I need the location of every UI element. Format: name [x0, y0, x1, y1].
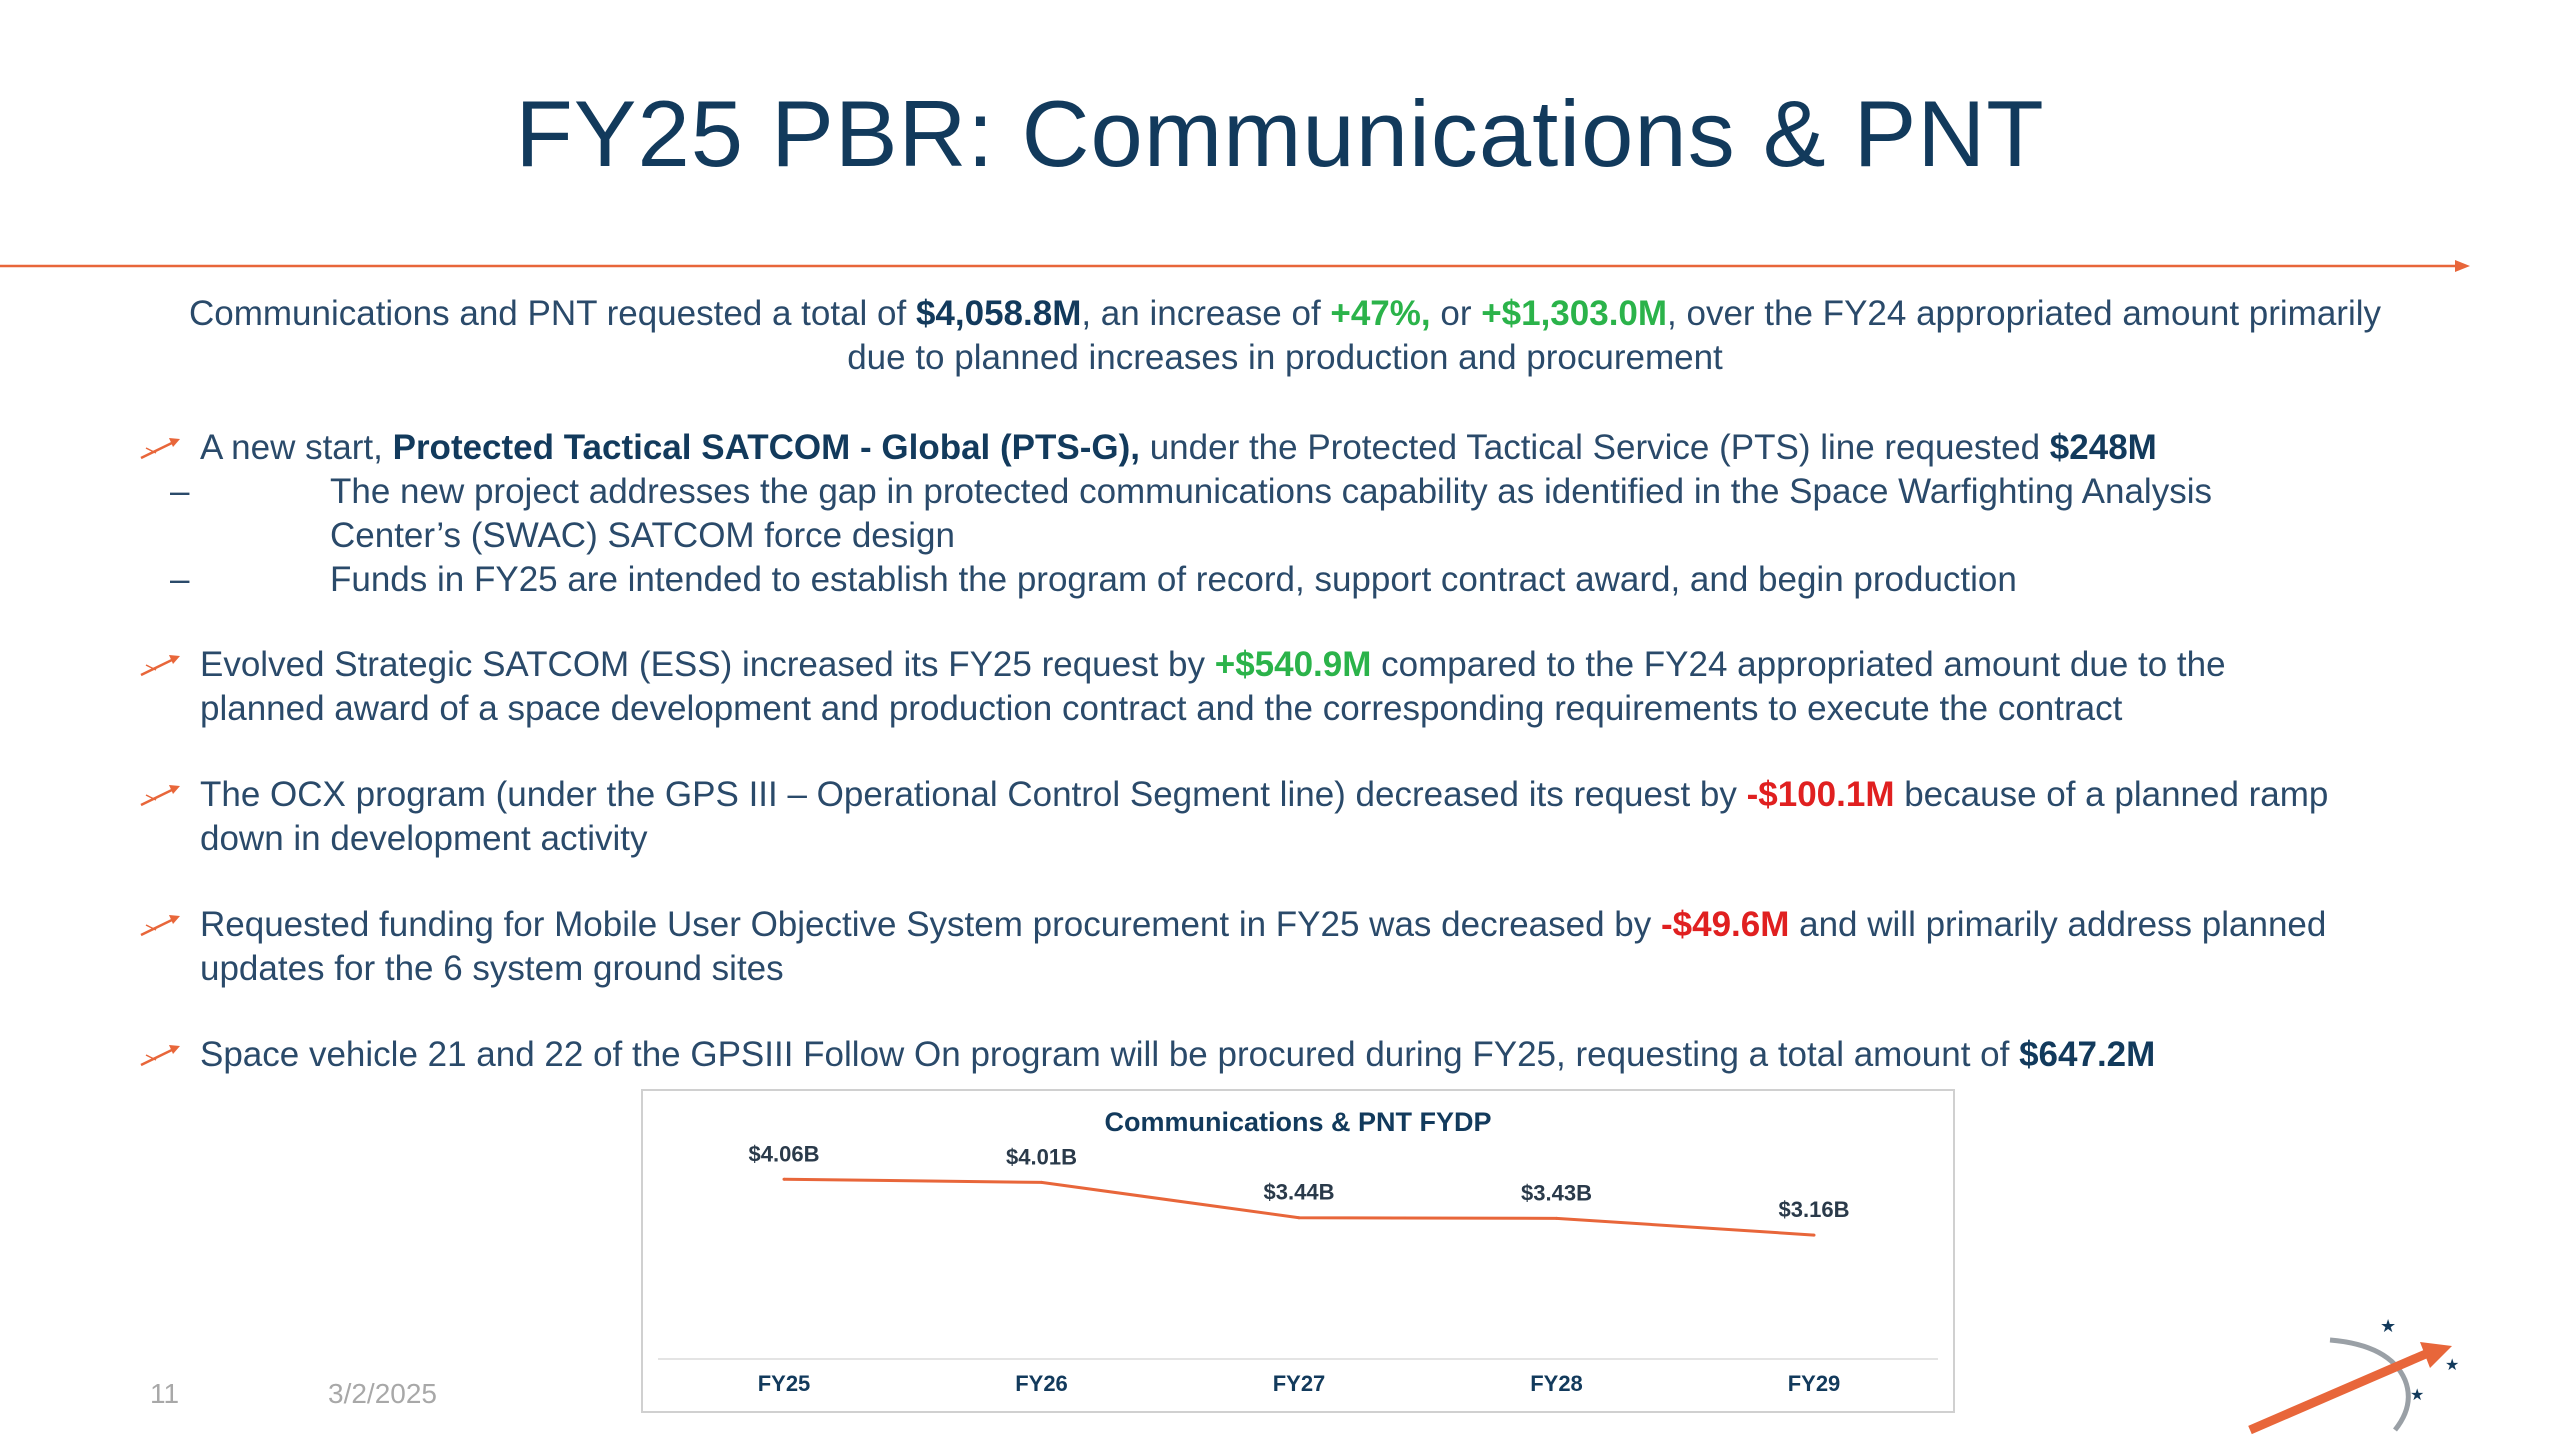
intro-paragraph: Communications and PNT requested a total of $4,058.8M, an increase of +47%, or +$1,303.0M, over the FY24 appropriated amount primarily due to planned increases in production and procurement [188, 294, 2382, 377]
arrow-bullet-icon [138, 783, 182, 809]
fydp-chart [641, 1089, 1955, 1413]
svg-text:★: ★ [2445, 1355, 2460, 1374]
sub-bullet-dash: – [170, 472, 190, 511]
svg-text:★: ★ [2410, 1385, 2425, 1404]
pts-g-amount: $248M [2049, 428, 2157, 467]
bullet-pts-g: A new start, Protected Tactical SATCOM - Global (PTS-G), under the Protected Tactical Service (PTS) line requested $248M [200, 428, 2157, 467]
arrow-bullet-icon [138, 653, 182, 679]
arrow-bullet-icon [138, 913, 182, 939]
data-label: $3.43B [1521, 1180, 1592, 1206]
chart-title: Communications & PNT FYDP [1104, 1107, 1492, 1137]
data-point [783, 1178, 786, 1181]
gpsiii-amount: $647.2M [2019, 1035, 2156, 1074]
increase-percent: +47%, [1330, 294, 1431, 333]
bullet-ess: Evolved Strategic SATCOM (ESS) increased its FY25 request by +$540.9M compared to the FY24 appropriated amount due to the planned award of a space development and production contract and the corresponding requirements to execute the contract [200, 645, 2226, 728]
sub-bullet-funds: Funds in FY25 are intended to establish the program of record, support contract award, and begin production [330, 560, 2017, 599]
x-tick-label: FY27 [1272, 1371, 1326, 1396]
bullet-gpsiii-fo: Space vehicle 21 and 22 of the GPSIII Follow On program will be procured during FY25, requesting a total amount of $647.2M [200, 1035, 2156, 1074]
x-tick-label: FY26 [1015, 1371, 1068, 1396]
bullet-ocx: The OCX program (under the GPS III – Operational Control Segment line) decreased its request by -$100.1M because of a planned ramp down in development activity [200, 775, 2329, 858]
fydp-chart-svg [643, 1091, 1953, 1411]
x-tick-label: FY29 [1787, 1371, 1841, 1396]
space-force-logo-icon [2230, 1300, 2480, 1440]
sub-bullet-dash: – [170, 560, 190, 599]
pts-g-name: Protected Tactical SATCOM - Global (PTS-G), [392, 428, 1140, 467]
svg-text:★: ★ [2380, 1316, 2397, 1337]
ocx-amount: -$100.1M [1746, 775, 1895, 814]
arrow-bullet-icon [138, 1043, 182, 1069]
slide-title: FY25 PBR: Communications & PNT [515, 81, 2045, 186]
ess-amount: +$540.9M [1214, 645, 1372, 684]
data-point [1298, 1216, 1301, 1219]
data-point [1040, 1181, 1043, 1184]
data-label: $4.06B [748, 1141, 820, 1167]
arrow-bullet-icon [138, 436, 182, 462]
data-point [1555, 1217, 1558, 1220]
data-label: $4.01B [1006, 1144, 1077, 1170]
data-point [1813, 1234, 1816, 1237]
page-number: 11 [150, 1378, 180, 1409]
data-label: $3.16B [1778, 1197, 1850, 1223]
total-request: $4,058.8M [915, 294, 1082, 333]
x-tick-label: FY25 [757, 1371, 811, 1396]
data-label: $3.44B [1263, 1179, 1335, 1205]
slide-date: 3/2/2025 [328, 1378, 437, 1409]
muos-amount: -$49.6M [1661, 905, 1790, 944]
title-divider-arrow [0, 256, 2470, 276]
bullet-muos: Requested funding for Mobile User Objective System procurement in FY25 was decreased by -$49.6M and will primarily address planned updates for the 6 system ground sites [200, 905, 2327, 988]
sub-bullet-gap: The new project addresses the gap in protected communications capability as identified in the Space Warfighting Analysis Center’s (SWAC) SATCOM force design [330, 472, 2212, 555]
increase-amount: +$1,303.0M [1481, 294, 1668, 333]
x-tick-label: FY28 [1530, 1371, 1583, 1396]
